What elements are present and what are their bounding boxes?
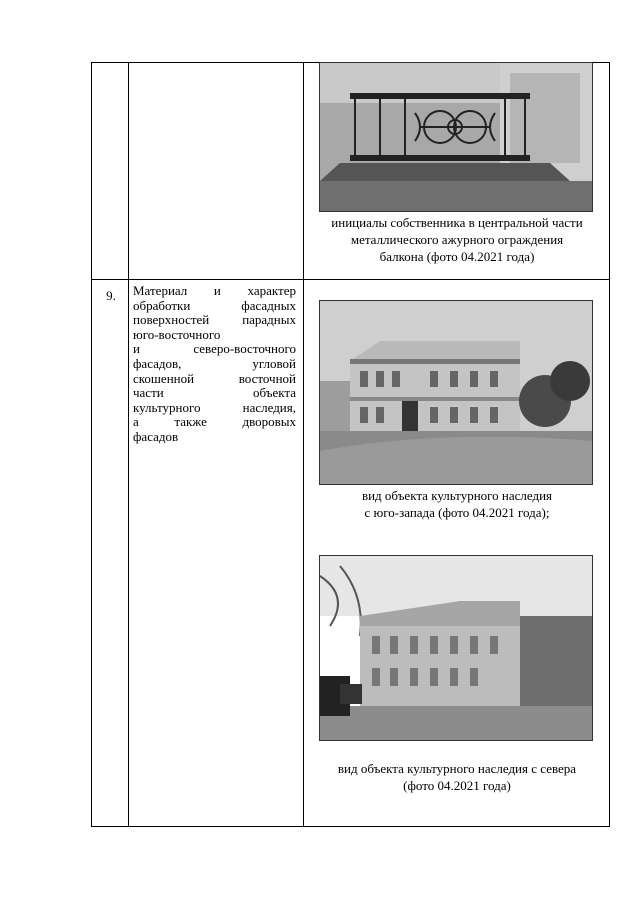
word: части [133,385,164,401]
building-southwest-photo [319,300,593,485]
table-row-divider [91,279,610,280]
description-line [133,299,296,314]
table-border-right [609,62,610,827]
word: юго-восточного [133,326,221,342]
photo1-caption [304,487,610,521]
caption-line: металлического ажурного ограждения [350,232,564,247]
balcony-photo-caption [304,214,610,265]
table-border-bottom [91,826,610,827]
caption-line: инициалы собственника в центральной части [331,215,583,230]
word: и [133,341,140,357]
word: фасадов [133,428,179,444]
word: скошенной [133,370,195,386]
word: обработки [133,297,191,313]
word: фасадов, [133,355,182,371]
row-number: 9. [106,288,116,303]
word: дворовых [242,414,296,430]
caption-line: вид объекта культурного наследия [361,488,553,503]
description-line [133,401,296,416]
photo2-caption [304,760,610,794]
word: характер [247,283,296,298]
row-description [133,284,296,445]
description-line [133,386,296,401]
word: культурного [133,399,201,415]
description-line [133,430,296,445]
description-line [133,415,296,430]
word: угловой [252,355,296,371]
caption-line: вид объекта культурного наследия с севера [337,761,577,776]
caption-line: (фото 04.2021 года) [403,778,511,793]
description-line [133,284,296,299]
table-col-divider-1 [128,62,129,827]
description-line [133,372,296,387]
word: объекта [252,385,296,401]
word: северо-восточного [193,341,296,357]
building-north-photo [319,555,593,741]
description-line [133,328,296,343]
word: Материал [133,283,188,298]
description-line [133,357,296,372]
word: а [133,414,139,430]
word: парадных [242,312,296,328]
table-border-left [91,62,92,827]
table-col-divider-2 [303,62,304,827]
caption-line: балкона (фото 04.2021 года) [379,249,535,264]
word: фасадных [241,297,296,313]
word: также [174,414,207,430]
word: восточной [238,370,296,386]
description-line [133,313,296,328]
description-line [133,342,296,357]
balcony-railing-photo [319,62,593,212]
word: наследия, [242,399,296,415]
word: поверхностей [133,312,210,328]
caption-line: с юго-запада (фото 04.2021 года); [364,505,550,520]
word: и [213,283,221,298]
